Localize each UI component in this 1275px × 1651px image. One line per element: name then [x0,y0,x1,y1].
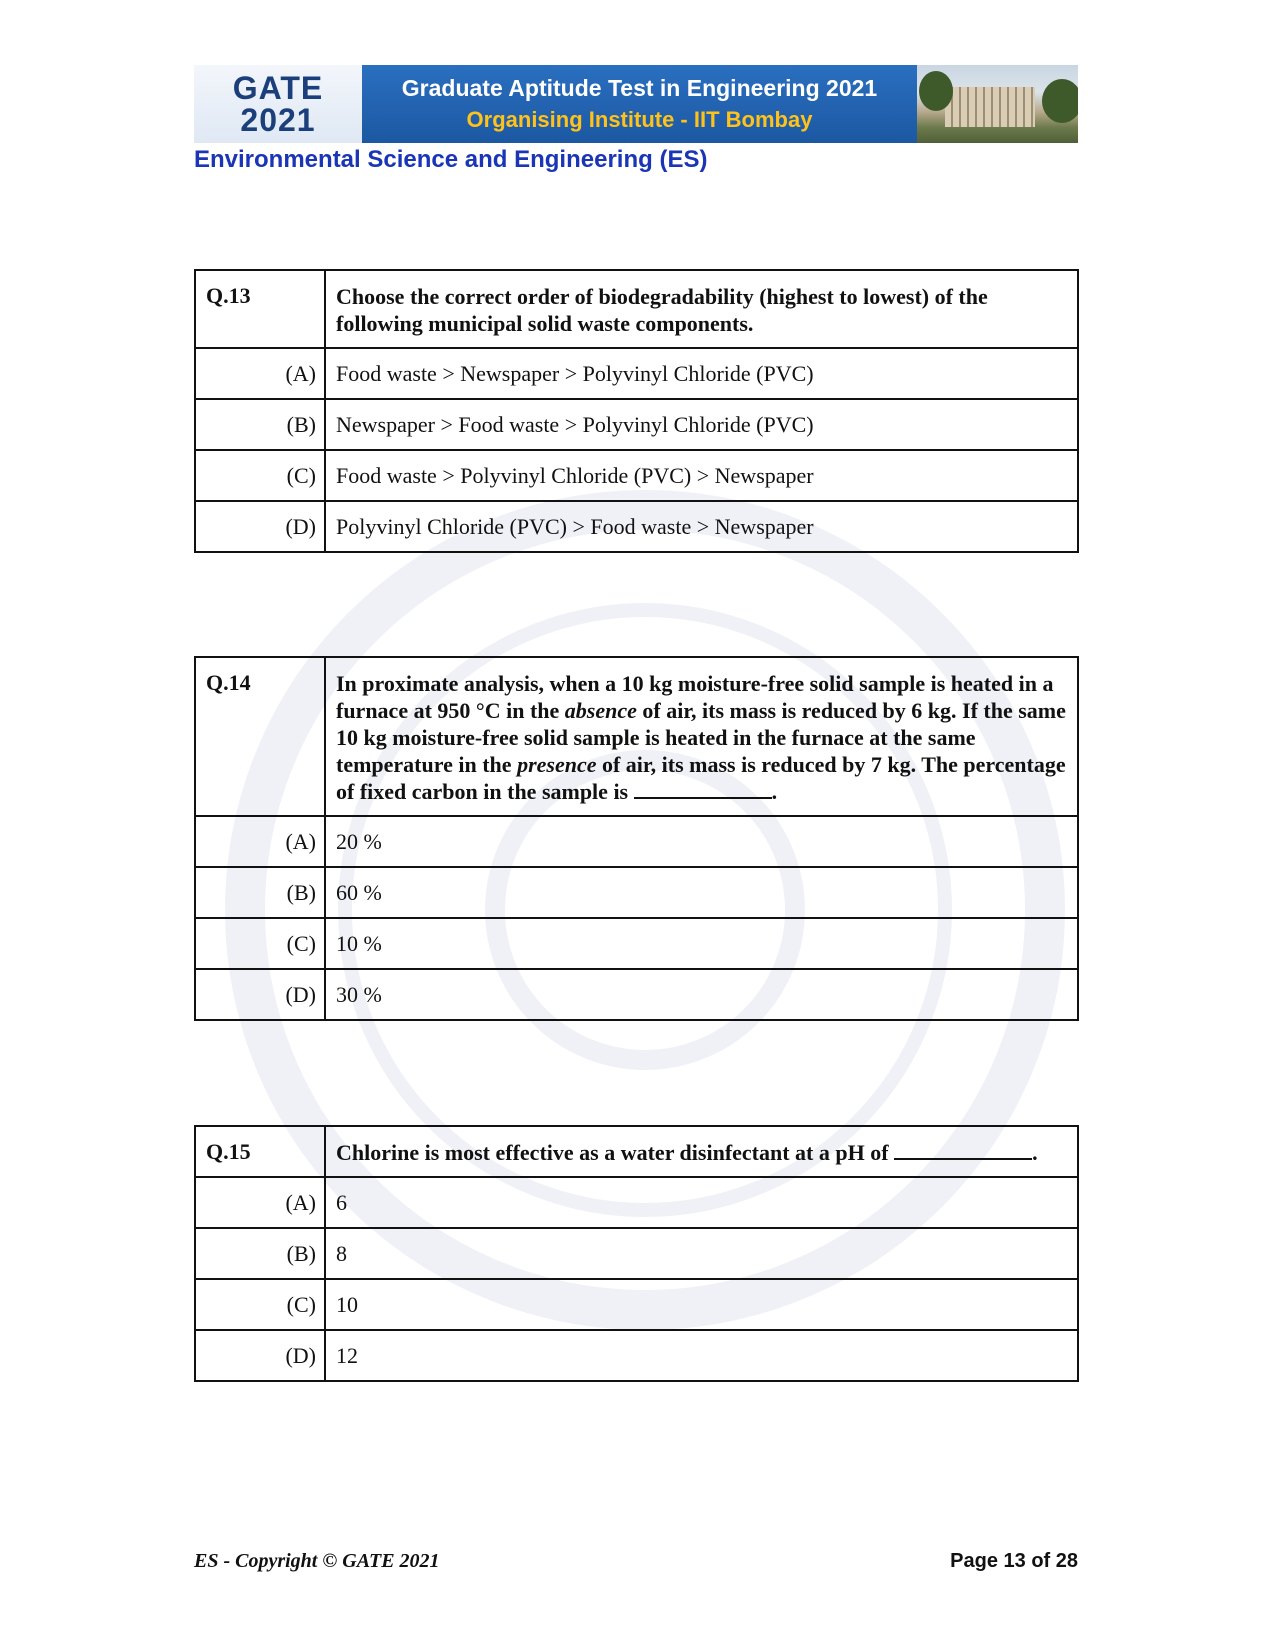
option-label: (C) [195,450,325,501]
option-label: (A) [195,1177,325,1228]
logo-line1: GATE [232,70,324,106]
question-stem: Choose the correct order of biodegradability (highest to lowest) of the following municipal solid waste components. [325,270,1078,348]
option-text: 12 [325,1330,1078,1381]
stem-emphasis: presence [517,752,597,777]
stem-text: Chlorine is most effective as a water disinfectant at a pH of [336,1140,895,1165]
exam-title: Graduate Aptitude Test in Engineering 2021 [401,75,878,101]
question-stem [325,1126,1078,1177]
option-text: 30 % [325,969,1078,1020]
question-stem [325,657,1078,816]
question-row [195,657,1078,816]
option-text: Food waste > Newspaper > Polyvinyl Chloride (PVC) [325,348,1078,399]
option-label: (C) [195,1279,325,1330]
option-row [195,918,1078,969]
option-row [195,1177,1078,1228]
banner-text [362,65,917,143]
option-text: 60 % [325,867,1078,918]
option-label: (B) [195,399,325,450]
option-text: 6 [325,1177,1078,1228]
option-text: 10 [325,1279,1078,1330]
option-row [195,867,1078,918]
stem-end: . [771,779,778,804]
option-label: (A) [195,816,325,867]
stem-end: . [1032,1140,1038,1165]
stem-emphasis: absence [564,698,637,723]
organising-institute: Organising Institute - IIT Bombay [466,107,813,132]
campus-photo [917,65,1078,143]
option-label: (A) [195,348,325,399]
option-text: 8 [325,1228,1078,1279]
option-row [195,816,1078,867]
option-row [195,450,1078,501]
option-row [195,1228,1078,1279]
footer-page-number: Page 13 of 28 [950,1550,1078,1572]
option-label: (D) [195,969,325,1020]
option-label: (D) [195,1330,325,1381]
logo-line2: 2021 [240,102,316,138]
tree-image [919,71,953,111]
question-15-table [194,1125,1079,1382]
building-image [945,87,1035,127]
gate-logo [194,65,362,143]
option-text: 10 % [325,918,1078,969]
option-label: (B) [195,867,325,918]
question-14-table [194,656,1079,1021]
question-number: Q.14 [195,657,325,816]
option-row [195,399,1078,450]
header-banner [194,65,1078,143]
stem-text: In proximate analysis, when a 10 kg moisture-free solid sample is heated in a furnace at 950 °C in the [336,671,1054,723]
option-text: Polyvinyl Chloride (PVC) > Food waste > Newspaper [325,501,1078,552]
subject-title: Environmental Science and Engineering (ES) [194,146,708,173]
option-row [195,1330,1078,1381]
stem-text: of air, its mass is reduced by 6 kg. If the same 10 kg moisture-free solid sample is heated in the furnace at the same temperature in the [336,698,1066,777]
answer-blank [894,1140,1032,1160]
stem-text: of air, its mass is reduced by 7 kg. The percentage of fixed carbon in the sample is [336,752,1066,804]
option-label: (C) [195,918,325,969]
question-number: Q.15 [195,1126,325,1177]
option-label: (B) [195,1228,325,1279]
question-13-table [194,269,1079,553]
tree-image [1042,79,1078,123]
footer-copyright: ES - Copyright © GATE 2021 [194,1550,440,1572]
option-row [195,501,1078,552]
option-row [195,348,1078,399]
option-text: Food waste > Polyvinyl Chloride (PVC) > Newspaper [325,450,1078,501]
option-text: 20 % [325,816,1078,867]
question-row [195,1126,1078,1177]
answer-blank [634,779,772,799]
question-number: Q.13 [195,270,325,348]
option-label: (D) [195,501,325,552]
option-text: Newspaper > Food waste > Polyvinyl Chloride (PVC) [325,399,1078,450]
question-row [195,270,1078,348]
option-row [195,969,1078,1020]
option-row [195,1279,1078,1330]
